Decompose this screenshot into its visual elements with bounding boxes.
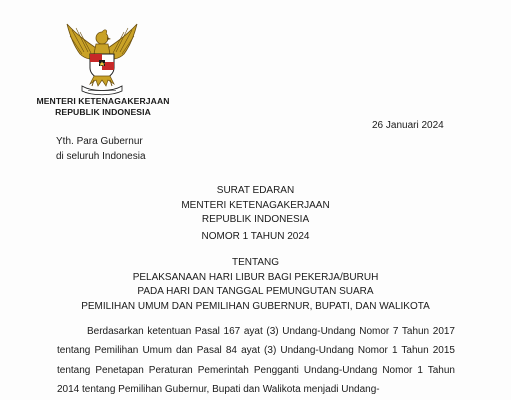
body-text: [57, 322, 455, 400]
subject-line: PADA HARI DAN TANGGAL PEMUNGUTAN SUARA: [137, 286, 374, 297]
garuda-pancasila-emblem-icon: [64, 22, 140, 96]
ministry-name: MENTERI KETENAGAKERJAAN: [36, 96, 170, 106]
ministry-letterhead: [30, 96, 176, 118]
subject-line: PEMILIHAN UMUM DAN PEMILIHAN GUBERNUR, BUPATI, DAN WALIKOTA: [81, 300, 430, 312]
title-circular: SURAT EDARAN: [216, 185, 295, 196]
letter-date: 26 Januari 2024: [372, 120, 444, 131]
body-paragraph: Berdasarkan ketentuan Pasal 167 ayat (3) Undang-Undang Nomor 7 Tahun 2017 tentang Pemilihan Umum dan Pasal 84 ayat (3) Undang-Undang Nomor 1 Tahun 2015 tentang Penetapan Peraturan Pemerintah Pengganti Undang-Undang Nomor 1 Tahun 2014 tentang Pemilihan Gubernur, Bupati dan Walikota menjadi Undang-: [57, 326, 455, 396]
subject-block: [0, 256, 511, 314]
document-title: [0, 184, 511, 228]
republic-name: REPUBLIK INDONESIA: [55, 107, 151, 117]
subject-line: PELAKSANAAN HARI LIBUR BAGI PEKERJA/BURUH: [132, 271, 379, 283]
recipient-block: [56, 134, 146, 164]
recipient-line: Yth. Para Gubernur: [56, 136, 143, 147]
recipient-location: di seluruh Indonesia: [56, 151, 146, 162]
document-number: NOMOR 1 TAHUN 2024: [201, 231, 310, 242]
title-republic: REPUBLIK INDONESIA: [201, 214, 310, 225]
subject-heading: TENTANG: [231, 257, 280, 268]
title-ministry: MENTERI KETENAGAKERJAAN: [181, 199, 330, 211]
